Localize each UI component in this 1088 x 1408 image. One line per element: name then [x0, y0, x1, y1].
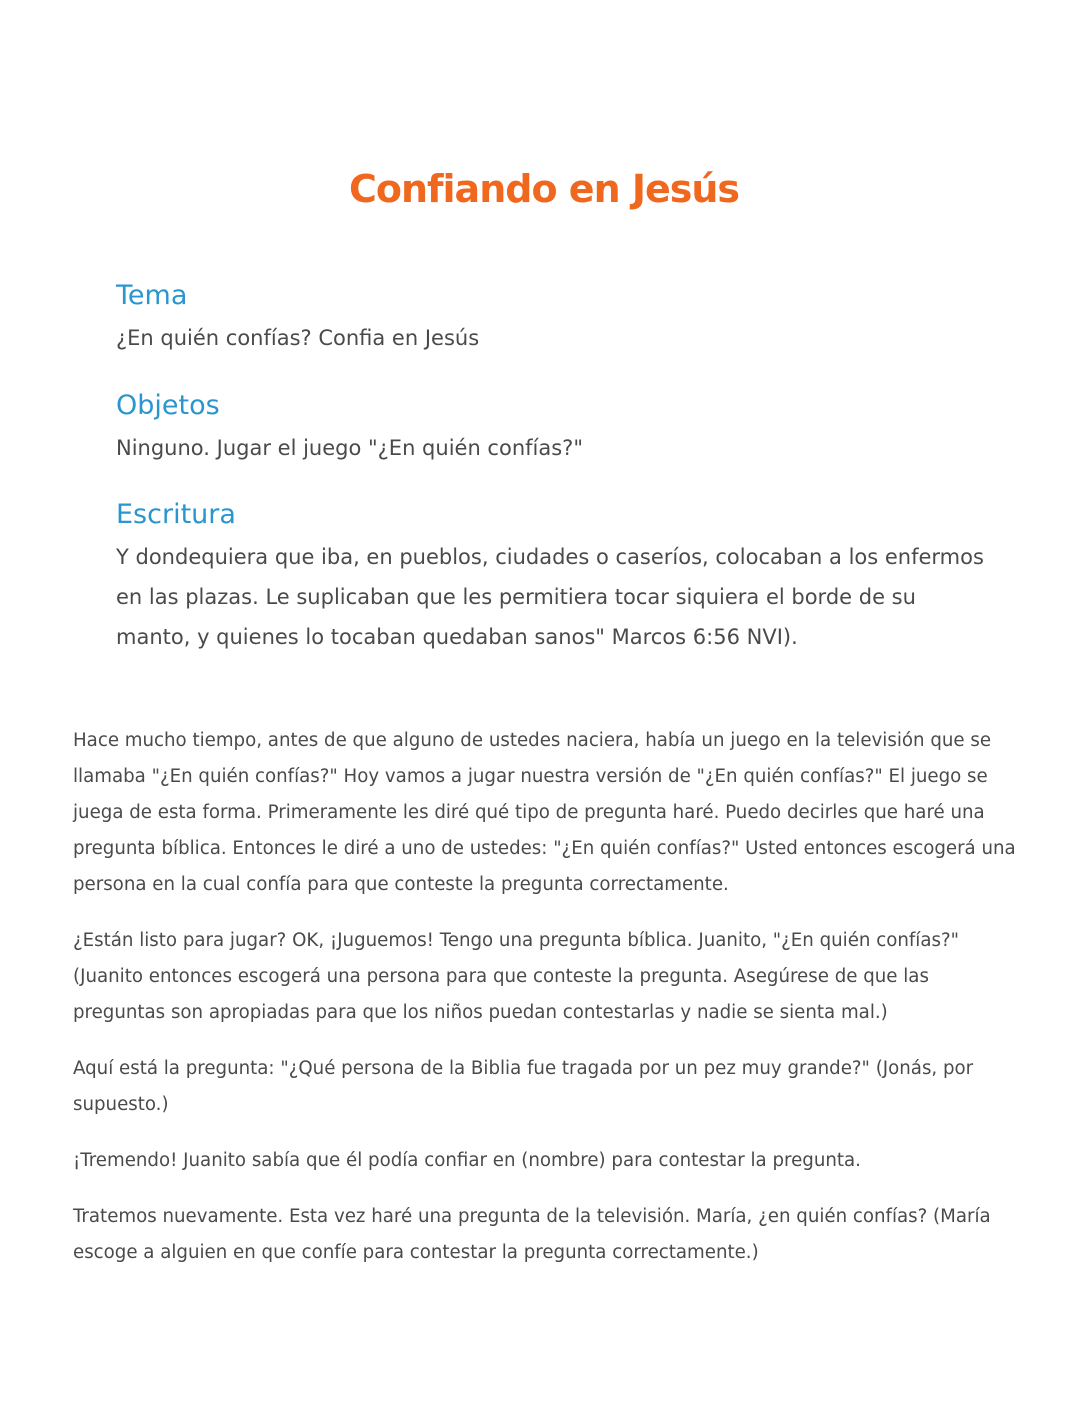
section-objetos	[116, 388, 996, 468]
page-title: Confiando en Jesús	[348, 167, 740, 212]
section-heading-tema: Tema	[116, 280, 188, 311]
section-heading-escritura: Escritura	[116, 499, 236, 530]
section-escritura	[116, 497, 996, 657]
section-text-tema: ¿En quién confías? Confia en Jesús	[116, 326, 480, 350]
section-heading-objetos: Objetos	[116, 390, 220, 421]
section-text-escritura: Y dondequiera que iba, en pueblos, ciudades o caseríos, colocaban a los enfermos en las plazas. Le suplicaban que les permitiera tocar siquiera el borde de su manto, y quienes lo tocaban quedaban sanos" Marcos 6:56 NVI).	[116, 545, 984, 649]
body-paragraph: Hace mucho tiempo, antes de que alguno de ustedes naciera, había un juego en la televisión que se llamaba "¿En quién confías?" Hoy vamos a jugar nuestra versión de "¿En quién confías?" El juego se juega de esta forma. Primeramente les diré qué tipo de pregunta haré. Puedo decirles que haré una pregunta bíblica. Entonces le diré a uno de ustedes: "¿En quién confías?" Usted entonces escogerá una persona en la cual confía para que conteste la pregunta correctamente.	[73, 730, 1016, 895]
section-tema	[116, 278, 996, 358]
body-paragraph: Aquí está la pregunta: "¿Qué persona de la Biblia fue tragada por un pez muy grande?" (Jonás, por supuesto.)	[73, 1058, 974, 1115]
body-paragraph: Tratemos nuevamente. Esta vez haré una pregunta de la televisión. María, ¿en quién confías? (María escoge a alguien en que confíe para contestar la pregunta correctamente.)	[73, 1206, 991, 1263]
body-paragraph: ¡Tremendo! Juanito sabía que él podía confiar en (nombre) para contestar la pregunta.	[73, 1150, 861, 1171]
body-paragraph: ¿Están listo para jugar? OK, ¡Juguemos! Tengo una pregunta bíblica. Juanito, "¿En quién confías?" (Juanito entonces escogerá una persona para que conteste la pregunta. Asegúrese de que las preguntas son apropiadas para que los niños puedan contestarlas y nadie se sienta mal.)	[73, 930, 959, 1023]
section-text-objetos: Ninguno. Jugar el juego "¿En quién confías?"	[116, 436, 583, 460]
lesson-body	[73, 723, 1023, 1291]
